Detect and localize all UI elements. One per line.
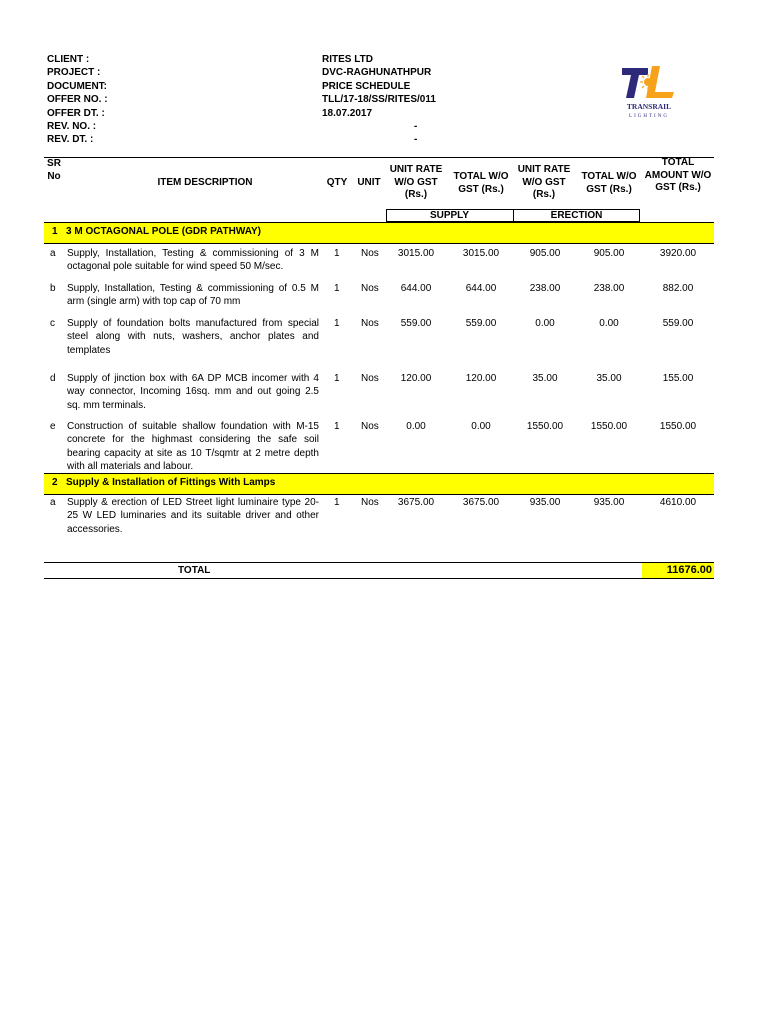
col-unit-header: UNIT	[357, 177, 381, 188]
group-supply-label: SUPPLY	[429, 210, 470, 221]
header-values	[322, 53, 436, 120]
group-erection-label: ERECTION	[550, 210, 603, 221]
item-supply-total: 3015.00	[462, 248, 500, 259]
item-supply-rate: 559.00	[400, 318, 432, 329]
item-description: Supply & erection of LED Street light luminaire type 20-25 W LED luminaries and its suitable driver and other accessories.	[67, 497, 319, 535]
col-erection-total-header: TOTAL W/O GST (Rs.)	[581, 171, 637, 195]
item-supply-rate: 3015.00	[397, 248, 435, 259]
item-unit: Nos	[361, 318, 379, 329]
col-desc-header: ITEM DESCRIPTION	[157, 177, 253, 188]
item-qty: 1	[334, 497, 340, 508]
item-erection-rate: 238.00	[529, 283, 561, 294]
item-total: 3920.00	[659, 248, 697, 259]
col-sr-text: SR No	[47, 158, 61, 182]
table-top-rule	[44, 157, 714, 158]
item-unit: Nos	[361, 373, 379, 384]
item-sr: d	[50, 373, 56, 384]
item-supply-total: 644.00	[465, 283, 497, 294]
item-erection-rate: 1550.00	[526, 421, 564, 432]
section-rule	[44, 222, 714, 223]
total-value: 11676.00	[666, 564, 712, 576]
item-sr: a	[50, 497, 56, 508]
total-label: TOTAL	[178, 565, 211, 576]
section-row	[44, 223, 714, 243]
company-logo	[618, 62, 680, 120]
col-supply-total-header: TOTAL W/O GST (Rs.)	[453, 171, 509, 195]
label-offer-no: OFFER NO. :	[47, 94, 108, 106]
label-document: DOCUMENT:	[47, 80, 107, 92]
section-row	[44, 474, 714, 494]
item-total: 1550.00	[659, 421, 697, 432]
item-supply-total: 3675.00	[462, 497, 500, 508]
item-supply-rate: 0.00	[406, 421, 426, 432]
item-unit: Nos	[361, 283, 379, 294]
value-rev-dt: -	[414, 134, 418, 145]
section-no: 1	[52, 226, 58, 237]
col-total-header: TOTAL AMOUNT W/O GST (Rs.)	[644, 157, 712, 193]
item-total: 559.00	[662, 318, 694, 329]
section-rule	[44, 473, 714, 474]
label-rev-no: REV. NO. :	[47, 121, 97, 133]
item-supply-total: 0.00	[471, 421, 491, 432]
item-sr: e	[50, 421, 56, 432]
item-total: 4610.00	[659, 497, 697, 508]
item-qty: 1	[334, 373, 340, 384]
item-erection-total: 35.00	[596, 373, 622, 384]
section-rule	[44, 494, 714, 495]
item-erection-total: 905.00	[593, 248, 625, 259]
value-rev-no: -	[414, 121, 418, 132]
item-qty: 1	[334, 318, 340, 329]
item-unit: Nos	[361, 497, 379, 508]
item-total: 882.00	[662, 283, 694, 294]
item-erection-rate: 905.00	[529, 248, 561, 259]
label-offer-dt: OFFER DT. :	[47, 107, 105, 119]
section-no: 2	[52, 477, 58, 488]
item-description: Supply, Installation, Testing & commissioning of 3 M octagonal pole suitable for wind speed 50 M/sec.	[67, 248, 319, 273]
item-qty: 1	[334, 421, 340, 432]
item-sr: b	[50, 283, 56, 294]
section-title: Supply & Installation of Fittings With Lamps	[66, 477, 276, 488]
value-project: DVC-RAGHUNATHPUR	[322, 67, 432, 79]
col-sr-header	[44, 158, 64, 183]
item-supply-total: 559.00	[465, 318, 497, 329]
section-title: 3 M OCTAGONAL POLE (GDR PATHWAY)	[66, 226, 262, 237]
col-supply-rate-header: UNIT RATE W/O GST (Rs.)	[389, 164, 443, 200]
item-description: Construction of suitable shallow foundation with M-15 concrete for the highmast considering the safe soil bearing capacity at site as 10 T/sqmtr at 2 metre depth with all materials and labour.	[67, 421, 319, 472]
item-qty: 1	[334, 283, 340, 294]
transrail-logo-icon	[618, 62, 680, 120]
item-unit: Nos	[361, 248, 379, 259]
logo-name: TRANSRAIL	[626, 102, 672, 111]
label-client: CLIENT :	[47, 54, 90, 65]
label-project: PROJECT :	[47, 67, 101, 79]
item-erection-rate: 935.00	[529, 497, 561, 508]
value-offer-dt: 18.07.2017	[322, 107, 373, 119]
total-value-box	[642, 563, 714, 578]
item-qty: 1	[334, 248, 340, 259]
item-supply-rate: 3675.00	[397, 497, 435, 508]
item-description: Supply of jinction box with 6A DP MCB incomer with 4 way connector, Incoming 16sq. mm and out going 2.5 sq. mm terminals.	[67, 373, 319, 411]
item-sr: c	[50, 318, 55, 329]
item-supply-total: 120.00	[465, 373, 497, 384]
item-erection-total: 238.00	[593, 283, 625, 294]
logo-sub: LIGHTING	[629, 114, 669, 119]
value-offer-no: TLL/17-18/SS/RITES/011	[322, 94, 436, 106]
item-erection-rate: 35.00	[532, 373, 558, 384]
item-erection-rate: 0.00	[535, 318, 555, 329]
item-sr: a	[50, 248, 56, 259]
header-labels	[47, 53, 108, 147]
value-client: RITES LTD	[322, 54, 373, 65]
item-total: 155.00	[662, 373, 694, 384]
item-description: Supply, Installation, Testing & commissioning of 0.5 M arm (single arm) with top cap of 70 mm	[67, 283, 319, 308]
item-description: Supply of foundation bolts manufactured from special steel along with nuts, washers, anchor plates and templates	[67, 318, 319, 356]
item-supply-rate: 120.00	[400, 373, 432, 384]
total-top-rule	[44, 562, 714, 563]
item-supply-rate: 644.00	[400, 283, 432, 294]
col-qty-header: QTY	[326, 177, 348, 188]
item-erection-total: 935.00	[593, 497, 625, 508]
value-document: PRICE SCHEDULE	[322, 80, 411, 92]
item-erection-total: 1550.00	[590, 421, 628, 432]
total-bottom-rule	[44, 578, 714, 579]
item-erection-total: 0.00	[599, 318, 619, 329]
item-unit: Nos	[361, 421, 379, 432]
label-rev-dt: REV. DT. :	[47, 134, 94, 146]
col-erection-rate-header: UNIT RATE W/O GST (Rs.)	[517, 164, 571, 200]
section-rule	[44, 243, 714, 244]
